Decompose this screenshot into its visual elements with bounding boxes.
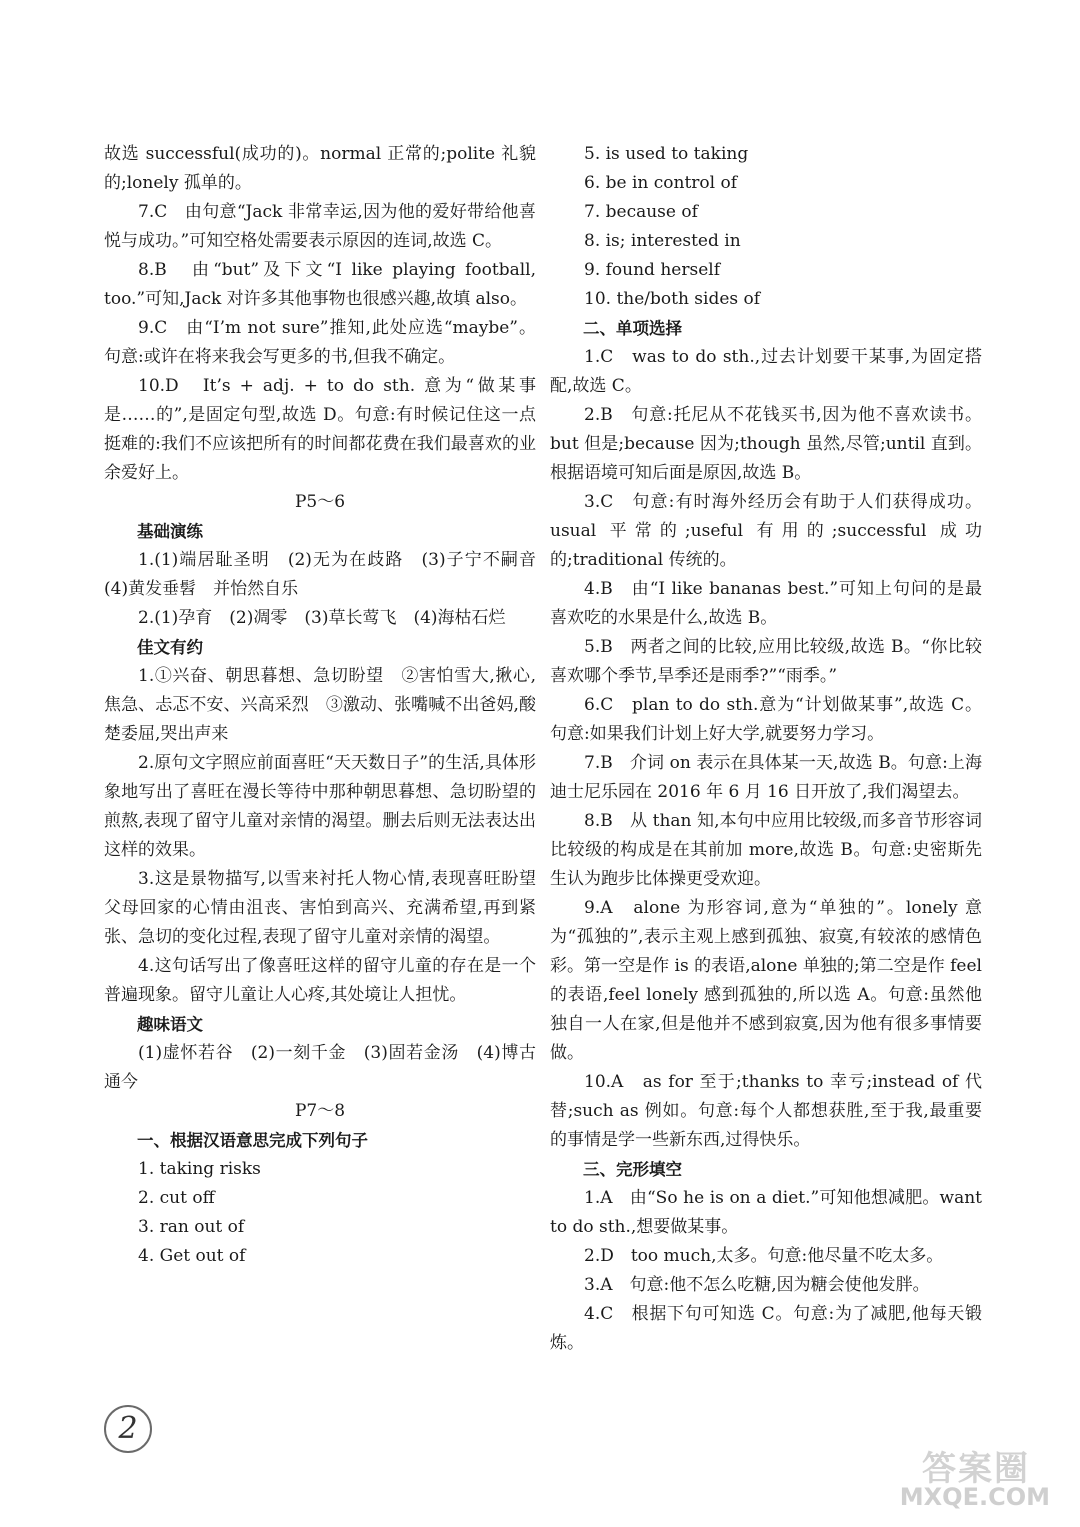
- answer-paragraph: 1.(1)端居耻圣明 (2)无为在歧路 (3)子宁不嗣音 (4)黄发垂髫 并怡然自乐: [104, 550, 553, 599]
- answer-paragraph: 5. is used to taking: [584, 144, 749, 164]
- answer-paragraph: 1. taking risks: [138, 1159, 261, 1179]
- answer-paragraph: 6. be in control of: [584, 173, 738, 193]
- section-heading: 一、根据汉语意思完成下列句子: [137, 1131, 368, 1150]
- watermark-logo: [870, 1441, 1050, 1511]
- left-column: [104, 140, 553, 1271]
- section-heading: 趣味语文: [137, 1015, 203, 1034]
- watermark-url: MXQE.COM: [899, 1483, 1050, 1511]
- answer-paragraph: 10.D It’s + adj. + to do sth. 意为“做某事是……的”,是固定句型,故选 D。句意:有时候记住这一点挺难的:我们不应该把所有的时间都花费在我们最喜欢的业余爱好上。: [104, 376, 536, 483]
- answer-paragraph: 2.(1)孕育 (2)凋零 (3)草长莺飞 (4)海枯石烂: [138, 608, 506, 628]
- watermark-text: 答案圈: [922, 1449, 1030, 1489]
- page-range-heading: P5～6: [294, 492, 346, 512]
- answer-paragraph: 10.A as for 至于;thanks to 幸亏;instead of 代替;such as 例如。句意:每个人都想获胜,至于我,最重要的事情是学一些新东西,过得快乐。: [550, 1072, 982, 1150]
- section-heading: 二、单项选择: [583, 319, 682, 338]
- answer-paragraph: 3.这是景物描写,以雪来衬托人物心情,表现喜旺盼望父母回家的心情由沮丧、害怕到高兴、充满希望,再到紧张、急切的变化过程,表现了留守儿童对亲情的渴望。: [104, 869, 536, 947]
- right-column: [550, 140, 982, 1358]
- answer-paragraph: 4.B 由“I like bananas best.”可知上句问的是最喜欢吃的水果是什么,故选 B。: [550, 579, 982, 628]
- answer-paragraph: 4. Get out of: [138, 1246, 246, 1266]
- answer-paragraph: 5.B 两者之间的比较,应用比较级,故选 B。“你比较喜欢哪个季节,旱季还是雨季?”“雨季。”: [550, 637, 982, 686]
- answer-paragraph: 7. because of: [584, 202, 698, 222]
- answer-paragraph: 4.C 根据下句可知选 C。句意:为了减肥,他每天锻炼。: [550, 1304, 982, 1353]
- answer-paragraph: 3.C 句意:有时海外经历会有助于人们获得成功。usual 平常的;useful 有用的;successful 成功的;traditional 传统的。: [550, 492, 982, 570]
- answer-paragraph: (1)虚怀若谷 (2)一刻千金 (3)固若金汤 (4)博古通今: [104, 1043, 536, 1092]
- section-heading: 基础演练: [137, 522, 203, 541]
- answer-paragraph: 8.B 从 than 知,本句中应用比较级,而多音节形容词比较级的构成是在其前加 more,故选 B。句意:史密斯先生认为跑步比体操更受欢迎。: [550, 811, 982, 889]
- section-heading: 三、完形填空: [583, 1160, 682, 1179]
- answer-paragraph: 1.A 由“So he is on a diet.”可知他想减肥。want to do sth.,想要做某事。: [550, 1188, 982, 1237]
- page-range-heading: P7～8: [294, 1101, 346, 1121]
- answer-paragraph: 6.C plan to do sth.意为“计划做某事”,故选 C。句意:如果我们计划上好大学,就要努力学习。: [550, 695, 982, 744]
- answer-paragraph: 故选 successful(成功的)。normal 正常的;polite 礼貌的;lonely 孤单的。: [104, 144, 536, 193]
- answer-paragraph: 10. the/both sides of: [584, 289, 761, 309]
- answer-paragraph: 7.C 由句意“Jack 非常幸运,因为他的爱好带给他喜悦与成功。”可知空格处需要表示原因的连词,故选 C。: [104, 202, 536, 251]
- answer-paragraph: 1.C was to do sth.,过去计划要干某事,为固定搭配,故选 C。: [550, 347, 982, 396]
- answer-paragraph: 8.B 由“but”及下文“I like playing football, too.”可知,Jack 对许多其他事物也很感兴趣,故填 also。: [104, 260, 536, 309]
- section-heading: 佳文有约: [137, 638, 203, 657]
- answer-paragraph: 2.D too much,太多。句意:他尽量不吃太多。: [584, 1246, 944, 1266]
- answer-paragraph: 1.①兴奋、朝思暮想、急切盼望 ②害怕雪大,揪心,焦急、忐忑不安、兴高采烈 ③激动、张嘴喊不出爸妈,酸楚委屈,哭出声来: [104, 666, 536, 744]
- answer-paragraph: 9.C 由“I’m not sure”推知,此处应选“maybe”。句意:或许在将来我会写更多的书,但我不确定。: [104, 318, 536, 367]
- answer-paragraph: 8. is; interested in: [584, 231, 741, 251]
- answer-paragraph: 3.A 句意:他不怎么吃糖,因为糖会使他发胖。: [584, 1275, 930, 1295]
- answer-paragraph: 3. ran out of: [138, 1217, 245, 1237]
- answer-paragraph: 2.原句文字照应前面喜旺“天天数日子”的生活,具体形象地写出了喜旺在漫长等待中那种朝思暮想、急切盼望的煎熬,表现了留守儿童对亲情的渴望。删去后则无法表达出这样的效果。: [104, 753, 536, 860]
- answer-paragraph: 4.这句话写出了像喜旺这样的留守儿童的存在是一个普遍现象。留守儿童让人心疼,其处境让人担忧。: [104, 956, 536, 1005]
- answer-paragraph: 9.A alone 为形容词,意为“单独的”。lonely 意为“孤独的”,表示主观上感到孤独、寂寞,有较浓的感情色彩。第一空是作 is 的表语,alone 单独的;第二空是作 feel 的表语,feel lonely 感到孤独的,所以选 A。句意:虽然他独自一人在家,但是他并不感到寂寞,因为他有很多事情要做。: [550, 898, 982, 1063]
- answer-paragraph: 2. cut off: [138, 1188, 215, 1208]
- answer-paragraph: 9. found herself: [584, 260, 720, 280]
- page-number: 2: [104, 1405, 152, 1453]
- answer-paragraph: 7.B 介词 on 表示在具体某一天,故选 B。句意:上海迪士尼乐园在 2016 年 6 月 16 日开放了,我们渴望去。: [550, 753, 982, 802]
- answer-paragraph: 2.B 句意:托尼从不花钱买书,因为他不喜欢读书。but 但是;because 因为;though 虽然,尽管;until 直到。根据语境可知后面是原因,故选 B。: [550, 405, 982, 483]
